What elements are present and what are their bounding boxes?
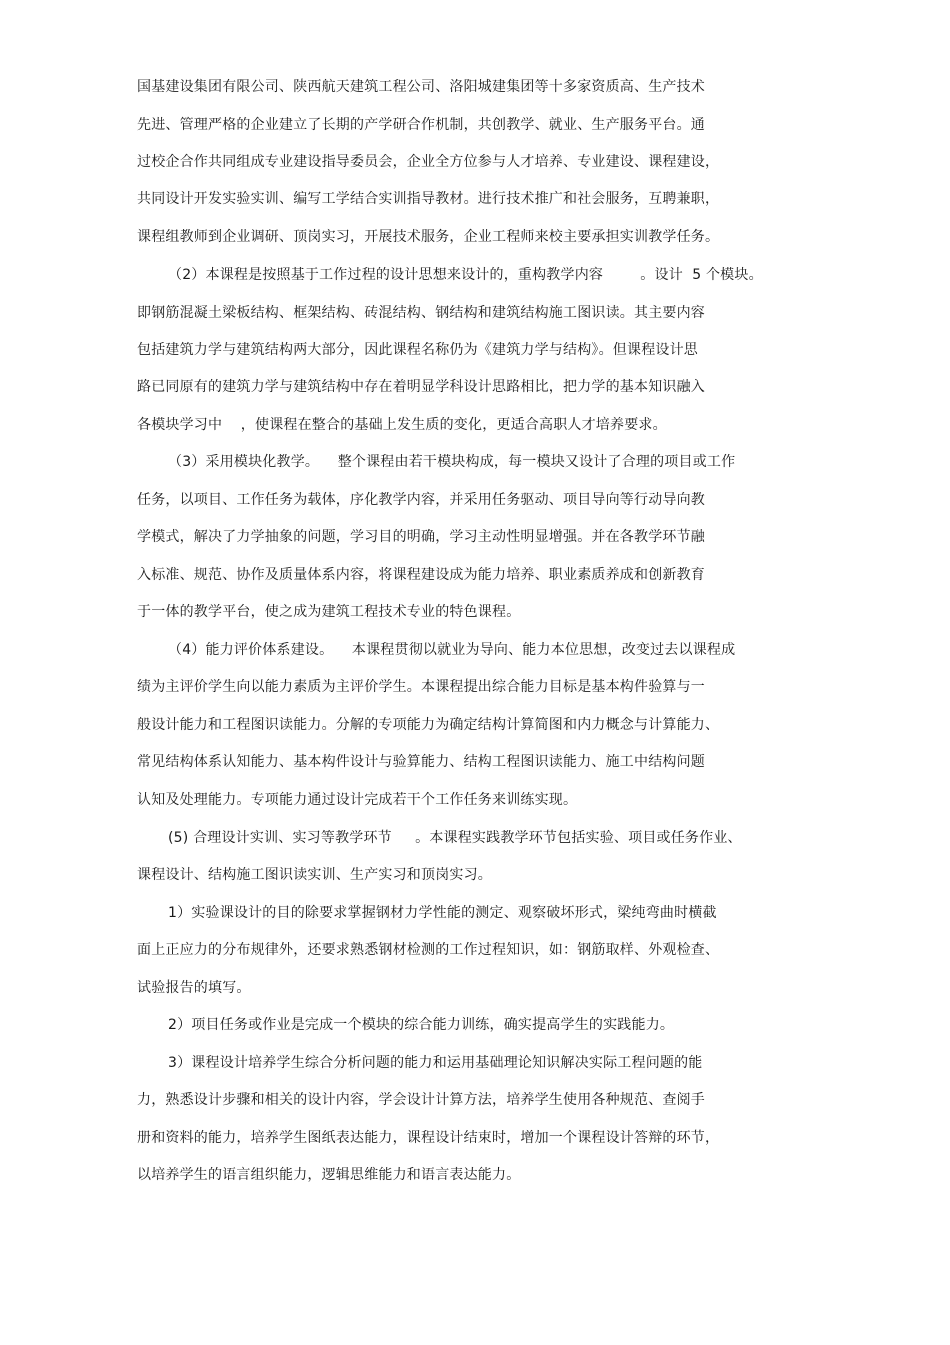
text-line: (5) 合理设计实训、实习等教学环节 。本课程实践教学环节包括实验、项目或任务作业、 <box>168 830 742 846</box>
text-line: 1）实验课设计的目的除要求掌握钢材力学性能的测定、观察破坏形式，梁纯弯曲时横截 <box>168 905 717 921</box>
text-line: （4）能力评价体系建设。 本课程贯彻以就业为导向、能力本位思想，改变过去以课程成 <box>168 642 736 658</box>
text-line: 面上正应力的分布规律外，还要求熟悉钢材检测的工作过程知识，如：钢筋取样、外观检查、 <box>137 942 720 958</box>
text-line: 册和资料的能力，培养学生图纸表达能力，课程设计结束时，增加一个课程设计答辩的环节， <box>137 1130 720 1146</box>
text-line: 力，熟悉设计步骤和相关的设计内容，学会设计计算方法，培养学生使用各种规范、查阅手 <box>137 1092 705 1108</box>
text-line: 入标准、规范、协作及质量体系内容，将课程建设成为能力培养、职业素质养成和创新教育 <box>137 567 705 583</box>
text-line: 学模式，解决了力学抽象的问题，学习目的明确，学习主动性明显增强。并在各教学环节融 <box>137 529 705 545</box>
text-line: 常见结构体系认知能力、基本构件设计与验算能力、结构工程图识读能力、施工中结构问题 <box>137 754 705 770</box>
text-line: 共同设计开发实验实训、编写工学结合实训指导教材。进行技术推广和社会服务，互聘兼职， <box>137 191 720 207</box>
text-line: 课程组教师到企业调研、顶岗实习，开展技术服务，企业工程师来校主要承担实训教学任务。 <box>137 229 720 245</box>
text-line: 包括建筑力学与建筑结构两大部分，因此课程名称仍为《建筑力学与结构》。但课程设计思 <box>137 342 698 358</box>
text-line: 2）项目任务或作业是完成一个模块的综合能力训练，确实提高学生的实践能力。 <box>168 1017 675 1033</box>
text-line: 绩为主评价学生向以能力素质为主评价学生。本课程提出综合能力目标是基本构件验算与一 <box>137 679 705 695</box>
text-line: 路已同原有的建筑力学与建筑结构中存在着明显学科设计思路相比，把力学的基本知识融入 <box>137 379 705 395</box>
text-line: 先进、管理严格的企业建立了长期的产学研合作机制，共创教学、就业、生产服务平台。通 <box>137 117 705 133</box>
text-line: 即钢筋混凝土梁板结构、框架结构、砖混结构、钢结构和建筑结构施工图识读。其主要内容 <box>137 305 705 321</box>
text-line: 认知及处理能力。专项能力通过设计完成若干个工作任务来训练实现。 <box>137 792 578 808</box>
text-line: 过校企合作共同组成专业建设指导委员会，企业全方位参与人才培养、专业建设、课程建设， <box>137 154 720 170</box>
text-line: 3）课程设计培养学生综合分析问题的能力和运用基础理论知识解决实际工程问题的能 <box>168 1055 703 1071</box>
text-line: 国基建设集团有限公司、陕西航天建筑工程公司、洛阳城建集团等十多家资质高、生产技术 <box>137 79 705 95</box>
text-line: 试验报告的填写。 <box>137 980 251 996</box>
text-line: （2）本课程是按照基于工作过程的设计思想来设计的，重构教学内容 。设计 5 个模块。 <box>168 267 763 283</box>
text-line: 任务，以项目、工作任务为载体，序化教学内容，并采用任务驱动、项目导向等行动导向教 <box>137 492 705 508</box>
text-line: 各模块学习中 ，使课程在整合的基础上发生质的变化，更适合高职人才培养要求。 <box>137 417 667 433</box>
text-line: （3）采用模块化教学。 整个课程由若干模块构成，每一模块又设计了合理的项目或工作 <box>168 454 736 470</box>
text-line: 课程设计、结构施工图识读实训、生产实习和顶岗实习。 <box>137 867 492 883</box>
text-line: 以培养学生的语言组织能力，逻辑思维能力和语言表达能力。 <box>137 1167 521 1183</box>
text-line: 般设计能力和工程图识读能力。分解的专项能力为确定结构计算简图和内力概念与计算能力、 <box>137 717 720 733</box>
text-line: 于一体的教学平台，使之成为建筑工程技术专业的特色课程。 <box>137 604 521 620</box>
